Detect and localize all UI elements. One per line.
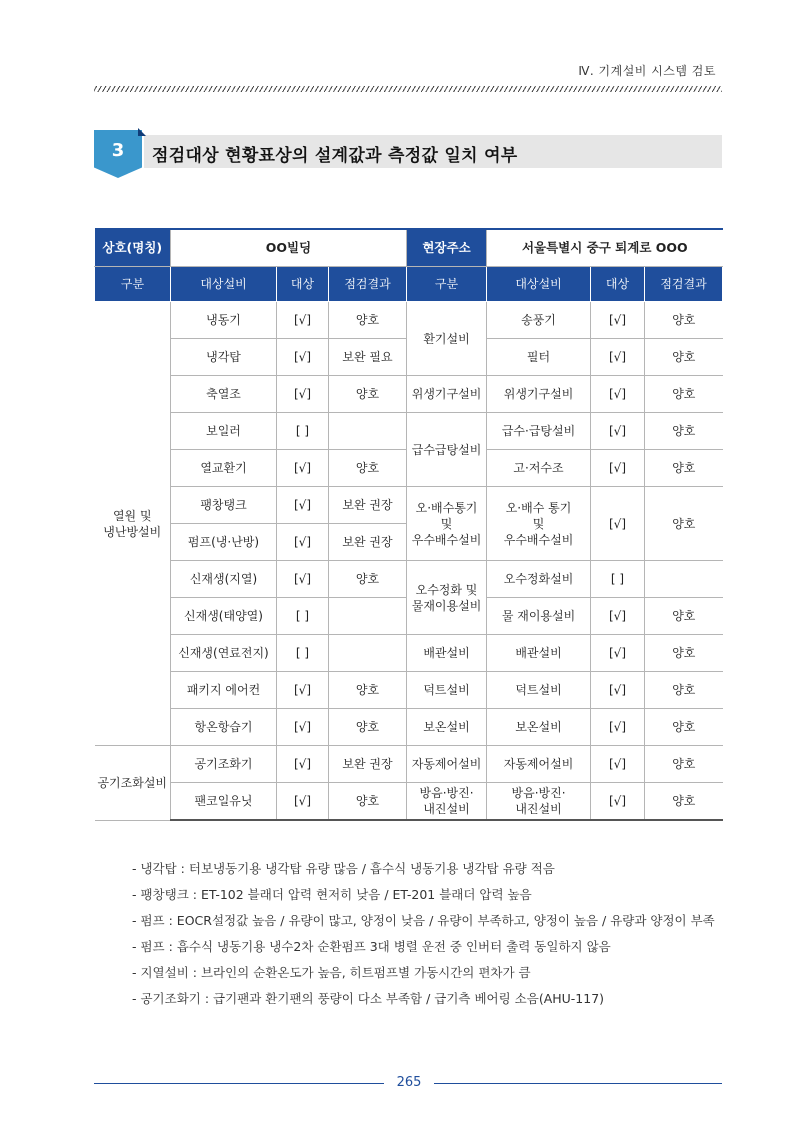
table-row — [95, 302, 723, 339]
right-group-cell: 방음·방진· 내진설비 — [407, 783, 487, 821]
right-group-cell: 배관설비 — [407, 635, 487, 672]
equipment-cell: 열교환기 — [171, 450, 277, 487]
equipment-cell: 위생기구설비 — [487, 376, 591, 413]
equipment-cell: 고·저수조 — [487, 450, 591, 487]
equipment-cell: 보일러 — [171, 413, 277, 450]
note-item: - 펌프 : EOCR설정값 높음 / 유량이 많고, 양정이 낮음 / 유량이 부족하고, 양정이 높음 / 유량과 양정이 부족 — [132, 913, 715, 928]
equipment-cell: 팽창탱크 — [171, 487, 277, 524]
note-item: - 공기조화기 : 급기팬과 환기팬의 풍량이 다소 부족함 / 급기측 베어링 소음(AHU-117) — [132, 991, 605, 1006]
footer-rule — [434, 1083, 722, 1084]
target-cell: [√] — [591, 450, 645, 487]
equipment-cell: 냉각탑 — [171, 339, 277, 376]
right-group-cell: 급수급탕설비 — [407, 413, 487, 487]
table-row — [95, 561, 723, 598]
note-item: - 냉각탑 : 터보냉동기용 냉각탑 유량 많음 / 흡수식 냉동기용 냉각탑 유량 적음 — [132, 861, 555, 876]
table-row — [95, 672, 723, 709]
result-cell: 양호 — [645, 413, 723, 450]
result-cell: 양호 — [645, 487, 723, 561]
equipment-cell: 자동제어설비 — [487, 746, 591, 783]
table-row — [95, 783, 723, 821]
equipment-cell: 물 재이용설비 — [487, 598, 591, 635]
target-cell: [√] — [591, 783, 645, 821]
equipment-cell: 오·배수 통기 및 우수배수설비 — [487, 487, 591, 561]
right-group-cell: 덕트설비 — [407, 672, 487, 709]
result-cell: 양호 — [645, 598, 723, 635]
equipment-cell: 공기조화기 — [171, 746, 277, 783]
result-cell — [645, 561, 723, 598]
result-cell: 보완 권장 — [329, 746, 407, 783]
address-value: 서울특별시 중구 퇴계로 OOO — [487, 229, 723, 267]
target-cell: [√] — [591, 672, 645, 709]
col-header: 구분 — [95, 267, 171, 302]
result-cell: 양호 — [645, 746, 723, 783]
target-cell: [ ] — [277, 598, 329, 635]
result-cell: 양호 — [645, 450, 723, 487]
notes-list — [132, 858, 715, 1014]
inspection-table — [94, 228, 723, 821]
right-group-cell: 환기설비 — [407, 302, 487, 376]
note-item: - 펌프 : 흡수식 냉동기용 냉수2차 순환펌프 3대 병렬 운전 중 인버터 출력 동일하지 않음 — [132, 939, 611, 954]
table-row — [95, 709, 723, 746]
col-header: 대상설비 — [487, 267, 591, 302]
col-header: 대상설비 — [171, 267, 277, 302]
equipment-cell: 필터 — [487, 339, 591, 376]
table-row — [95, 487, 723, 524]
section-title: 점검대상 현황표상의 설계값과 측정값 일치 여부 — [152, 146, 518, 166]
note-item: - 지열설비 : 브라인의 순환온도가 높음, 히트펌프별 가동시간의 편차가 큼 — [132, 965, 531, 980]
equipment-cell: 펌프(냉·난방) — [171, 524, 277, 561]
col-header: 구분 — [407, 267, 487, 302]
section-number: 3 — [111, 140, 125, 161]
result-cell: 양호 — [329, 709, 407, 746]
target-cell: [ ] — [591, 561, 645, 598]
running-header: Ⅳ. 기계설비 시스템 검토 — [578, 64, 716, 78]
result-cell: 보완 필요 — [329, 339, 407, 376]
equipment-cell: 신재생(지열) — [171, 561, 277, 598]
target-cell: [√] — [591, 598, 645, 635]
group-air-conditioning: 공기조화설비 — [95, 746, 171, 821]
col-header: 점검결과 — [645, 267, 723, 302]
result-cell: 양호 — [329, 376, 407, 413]
table-row — [95, 413, 723, 450]
info-row — [95, 229, 723, 267]
column-header-row — [95, 267, 723, 302]
result-cell: 보완 권장 — [329, 487, 407, 524]
target-cell: [√] — [277, 450, 329, 487]
result-cell: 양호 — [329, 561, 407, 598]
equipment-cell: 패키지 에어컨 — [171, 672, 277, 709]
target-cell: [√] — [591, 413, 645, 450]
result-cell: 양호 — [645, 709, 723, 746]
target-cell: [√] — [277, 746, 329, 783]
equipment-cell: 방음·방진· 내진설비 — [487, 783, 591, 821]
equipment-cell: 축열조 — [171, 376, 277, 413]
equipment-cell: 급수·급탕설비 — [487, 413, 591, 450]
equipment-cell: 덕트설비 — [487, 672, 591, 709]
target-cell: [√] — [277, 709, 329, 746]
target-cell: [√] — [277, 339, 329, 376]
footer-rule — [94, 1083, 384, 1084]
target-cell: [√] — [277, 487, 329, 524]
target-cell: [√] — [277, 672, 329, 709]
result-cell: 양호 — [329, 783, 407, 821]
result-cell: 보완 권장 — [329, 524, 407, 561]
section-badge-corner — [138, 128, 146, 136]
target-cell: [ ] — [277, 635, 329, 672]
target-cell: [√] — [277, 524, 329, 561]
target-cell: [√] — [591, 339, 645, 376]
target-cell: [√] — [277, 376, 329, 413]
target-cell: [√] — [591, 376, 645, 413]
equipment-cell: 송풍기 — [487, 302, 591, 339]
result-cell: 양호 — [645, 672, 723, 709]
equipment-cell: 냉동기 — [171, 302, 277, 339]
result-cell — [329, 635, 407, 672]
group-heating: 열원 및 냉난방설비 — [95, 302, 171, 746]
target-cell: [√] — [591, 302, 645, 339]
target-cell: [√] — [277, 783, 329, 821]
result-cell: 양호 — [329, 302, 407, 339]
note-item: - 팽창탱크 : ET-102 블래더 압력 현저히 낮음 / ET-201 블래더 압력 높음 — [132, 887, 532, 902]
target-cell: [ ] — [277, 413, 329, 450]
page-number: 265 — [396, 1075, 422, 1090]
equipment-cell: 팬코일유닛 — [171, 783, 277, 821]
target-cell: [√] — [591, 635, 645, 672]
right-group-cell: 오·배수통기 및 우수배수설비 — [407, 487, 487, 561]
target-cell: [√] — [591, 487, 645, 561]
equipment-cell: 보온설비 — [487, 709, 591, 746]
result-cell: 양호 — [645, 376, 723, 413]
name-value: OO빌딩 — [171, 229, 407, 267]
col-header: 대상 — [591, 267, 645, 302]
right-group-cell: 위생기구설비 — [407, 376, 487, 413]
target-cell: [√] — [591, 746, 645, 783]
table-row — [95, 635, 723, 672]
section-heading — [94, 130, 722, 180]
equipment-cell: 항온항습기 — [171, 709, 277, 746]
result-cell: 양호 — [329, 450, 407, 487]
right-group-cell: 보온설비 — [407, 709, 487, 746]
col-header: 점검결과 — [329, 267, 407, 302]
result-cell — [329, 598, 407, 635]
header-hatch-rule — [94, 86, 722, 92]
right-group-cell: 오수정화 및 물재이용설비 — [407, 561, 487, 635]
table-row — [95, 746, 723, 783]
right-group-cell: 자동제어설비 — [407, 746, 487, 783]
name-label: 상호(명칭) — [95, 229, 171, 267]
result-cell: 양호 — [645, 339, 723, 376]
target-cell: [√] — [591, 709, 645, 746]
equipment-cell: 오수정화설비 — [487, 561, 591, 598]
result-cell: 양호 — [645, 302, 723, 339]
equipment-cell: 신재생(태양열) — [171, 598, 277, 635]
result-cell: 양호 — [645, 783, 723, 821]
equipment-cell: 배관설비 — [487, 635, 591, 672]
result-cell — [329, 413, 407, 450]
target-cell: [√] — [277, 561, 329, 598]
target-cell: [√] — [277, 302, 329, 339]
equipment-cell: 신재생(연료전지) — [171, 635, 277, 672]
address-label: 현장주소 — [407, 229, 487, 267]
result-cell: 양호 — [645, 635, 723, 672]
table-row — [95, 376, 723, 413]
result-cell: 양호 — [329, 672, 407, 709]
col-header: 대상 — [277, 267, 329, 302]
